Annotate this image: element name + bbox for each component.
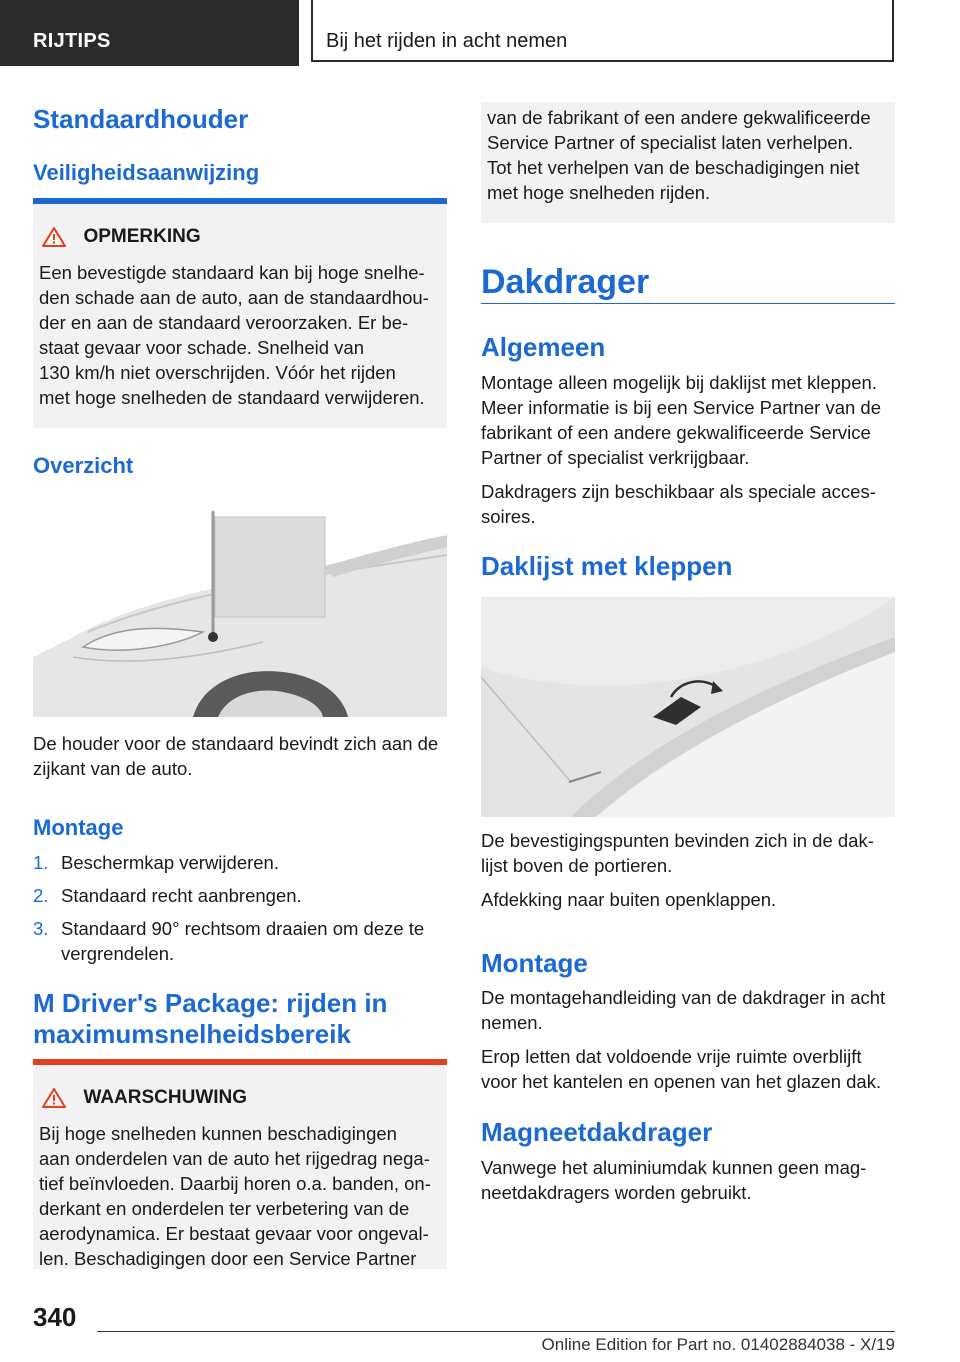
montage-text [481,985,901,1094]
overzicht-text [33,731,453,781]
note-line: aan onderdelen van de auto het rijgedrag nega- [39,1148,430,1169]
heading-montage-right: Montage [481,948,588,978]
paragraph-line: nemen. [481,1012,543,1033]
step-number: 3. [33,918,49,939]
note-line: van de fabrikant of een andere gekwalificeerde [487,107,871,128]
note-opmerking [33,204,447,428]
step-number: 2. [33,885,49,906]
magneet-text [481,1155,901,1205]
step-text: Beschermkap verwijderen. [61,852,279,873]
note-line: Een bevestigde standaard kan bij hoge snelhe- [39,262,425,283]
note-line: met hoge snelheden rijden. [487,182,711,203]
heading-veiligheidsaanwijzing: Veiligheidsaanwijzing [33,160,260,185]
note-line: len. Beschadigingen door een Service Partner [39,1248,417,1269]
paragraph-line: Afdekking naar buiten openklappen. [481,889,777,910]
heading-algemeen: Algemeen [481,332,606,362]
heading-dakdrager: Dakdrager [481,263,650,301]
section-title: RIJTIPS [33,30,111,52]
heading-line: M Driver's Package: rijden in [33,988,388,1018]
daklijst-text [481,828,901,912]
paragraph-line: De houder voor de standaard bevindt zich aan de [33,733,439,754]
edition-text: Online Edition for Part no. 01402884038 - X/19 [541,1335,895,1354]
warning-triangle-icon [41,226,67,248]
heading-standaardhouder: Standaardhouder [33,104,249,134]
heading-daklijst: Daklijst met kleppen [481,551,733,581]
paragraph-line: Montage alleen mogelijk bij daklijst met kleppen. [481,372,877,393]
paragraph-line: lijst boven de portieren. [481,855,673,876]
note-line: Tot het verhelpen van de beschadigingen niet [487,157,860,178]
note-line: aerodynamica. Er bestaat gevaar voor ongeval- [39,1223,429,1244]
paragraph-line: zijkant van de auto. [33,758,193,779]
note-line: derkant en onderdelen ter verbetering van de [39,1198,410,1219]
note-line: der en aan de standaard veroorzaken. Er be- [39,312,409,333]
page-header [0,0,960,66]
algemeen-text [481,370,901,529]
flag-holder-illustration [33,497,447,717]
step-text: Standaard recht aanbrengen. [61,885,302,906]
paragraph-line: De bevestigingspunten bevinden zich in de dak- [481,830,874,851]
chapter-tab [311,0,894,62]
heading-mdriver [33,988,387,1050]
note-line: Service Partner of specialist laten verhelpen. [487,132,854,153]
paragraph-line: voor het kantelen en openen van het glazen dak. [481,1071,882,1092]
note-line: den schade aan de auto, aan de standaardhou- [39,287,429,308]
heading-magneetdakdrager: Magneetdakdrager [481,1117,713,1147]
note-waarschuwing [33,1065,447,1269]
note-line: met hoge snelheden de standaard verwijderen. [39,387,425,408]
roof-rail-illustration [481,597,895,817]
paragraph-line: Partner of specialist verkrijgbaar. [481,447,750,468]
page-number: 340 [33,1302,77,1332]
note-line: tief beïnvloeden. Daarbij horen o.a. banden, on- [39,1173,431,1194]
list-item [33,916,453,966]
paragraph-line: Erop letten dat voldoende vrije ruimte overblijft [481,1046,862,1067]
note-line: Bij hoge snelheden kunnen beschadigingen [39,1123,397,1144]
step-number: 1. [33,852,49,873]
paragraph-line: neetdakdragers worden gebruikt. [481,1182,752,1203]
section-tab [0,0,299,66]
heading-rule [481,303,895,304]
warning-triangle-icon [41,1087,67,1109]
list-item [33,850,453,875]
heading-line: maximumsnelheidsbereik [33,1019,351,1049]
heading-montage-left: Montage [33,815,124,840]
paragraph-line: De montagehandleiding van de dakdrager in acht [481,987,886,1008]
chapter-title: Bij het rijden in acht nemen [326,30,568,52]
montage-steps [33,850,453,966]
note-title: WAARSCHUWING [83,1087,248,1108]
paragraph-line: fabrikant of een andere gekwalificeerde Service [481,422,871,443]
footer-rule [97,1331,895,1332]
paragraph-line: Meer informatie is bij een Service Partner van de [481,397,881,418]
list-item [33,883,453,908]
paragraph-line: soires. [481,506,536,527]
step-text: vergrendelen. [61,943,175,964]
note-line: staat gevaar voor schade. Snelheid van [39,337,364,358]
note-title: OPMERKING [83,226,201,247]
note-continued [481,102,895,223]
heading-overzicht: Overzicht [33,453,134,478]
note-line: 130 km/h niet overschrijden. Vóór het rijden [39,362,396,383]
step-text: Standaard 90° rechtsom draaien om deze te [61,918,425,939]
paragraph-line: Dakdragers zijn beschikbaar als speciale acces- [481,481,876,502]
paragraph-line: Vanwege het aluminiumdak kunnen geen mag- [481,1157,867,1178]
